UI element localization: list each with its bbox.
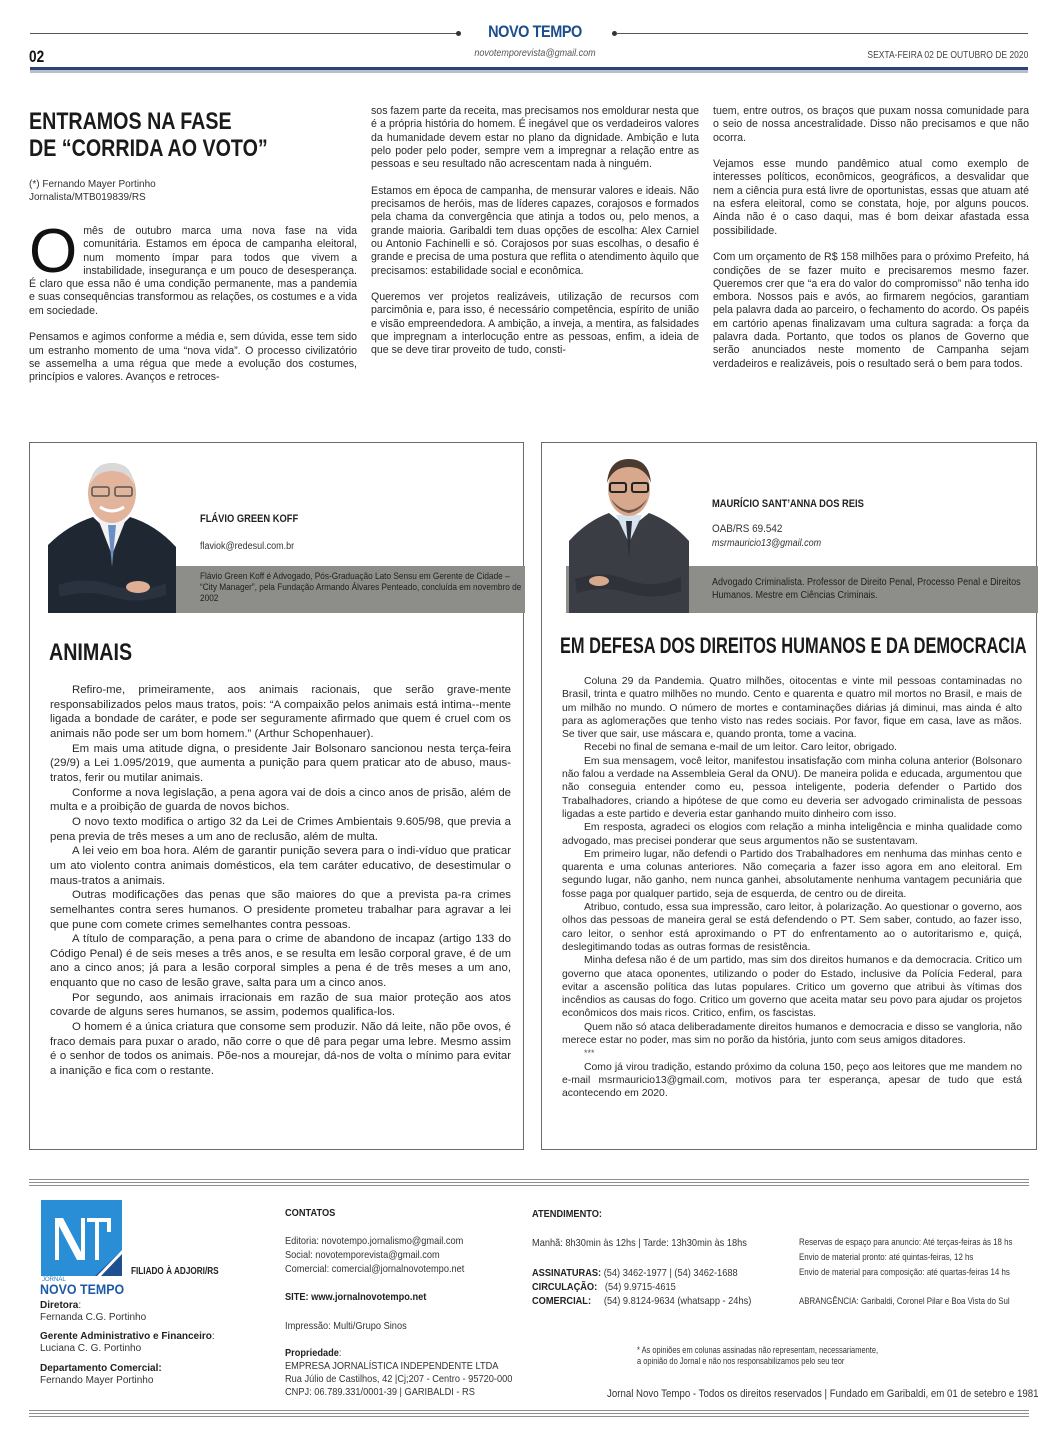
circulacao: CIRCULAÇÃO: (54) 9.9715-4615 — [532, 1281, 676, 1293]
column-body — [50, 683, 511, 1079]
publication-title: NOVO TEMPO — [488, 22, 582, 41]
author-oab: OAB/RS 69.542 — [712, 523, 783, 535]
editorial-paragraph: sos fazem parte da receita, mas precisamos nos emoldurar nesta que é a própria história do homem. É inegável que os verdadeiros valores da humanidade devem estar no plano da dignidade. Ambição e luta pelo poder pelo poder, sempre vem a impregnar a relação entre as pessoas e seu resultado não acrescentam nada à ninguém. — [371, 105, 699, 171]
logo-wordmark: NOVO TEMPO — [40, 1282, 125, 1297]
editorial-paragraph: Queremos ver projetos realizáveis, utilização de recursos com parcimônia e, para isso, é necessário competência, espírito de união e visão empreendedora. A ambição, a inveja, a mentira, as falsidades que impregnam a interlocução entre as pessoas, enfim, a ideia de que se deve tirar proveito de tudo, consti- — [371, 291, 699, 357]
column-paragraph: Minha defesa não é de um partido, mas sim dos direitos humanos e da democracia. Critico um governo que ataca oponentes, utilizando o poder do Estado, inclusive da Polícia Federal, para evitar a ascensão política das lutas populares. Critico um governo que atribui às vítimas dos incêndios as causas do fogo. Critico um governo que aceita matar seu povo para ajudar os projetos econômicos dos mais ricos. Critico, enfim, os fascistas. — [562, 955, 1022, 1020]
issue-date: SEXTA-FEIRA 02 DE OUTUBRO DE 2020 — [867, 50, 1028, 61]
editorial-title-line1: ENTRAMOS NA FASE — [29, 108, 232, 135]
author-email[interactable]: flaviok@redesul.com.br — [200, 541, 295, 552]
footer-rule-top — [29, 1179, 1029, 1180]
author-photo-flavio — [48, 455, 176, 613]
contatos-heading: CONTATOS — [285, 1207, 336, 1219]
column-paragraph: O novo texto modifica o artigo 32 da Lei de Crimes Ambientais 9.605/98, que previa a pena previa de três meses a um ano de reclusão, além de multa. — [50, 815, 511, 843]
empresa: EMPRESA JORNALÍSTICA INDEPENDENTE LTDA — [285, 1360, 499, 1372]
byline-role: Jornalista/MTB019839/RS — [29, 192, 146, 203]
column-paragraph: Recebi no final de semana e-mail de um leitor. Caro leitor, obrigado. — [584, 742, 898, 754]
column-title: EM DEFESA DOS DIREITOS HUMANOS E DA DEMOCRACIA — [560, 633, 1027, 658]
masthead-rule-right — [616, 33, 1028, 34]
editorial-paragraph: Vejamos esse mundo pandêmico atual como exemplo de interesses políticos, econômicos, geográficos, a desvalidar que nem a ciência pura está livre de oportunistas, essas que atuam até na esfera eleitoral, como se constata, hoje, por alguns poucos. Ainda não é o caso daqui, mas é bom deixar afastada essa possibilidade. — [713, 158, 1029, 237]
column-paragraph: Outras modificações das penas que são maiores do que a prevista pa-ra crimes semelhantes contra seres humanos. O presidente prometeu trabalhar para agravar a lei que pune com comete crimes semelhantes contra pessoas. — [50, 889, 511, 931]
staff-manager: Gerente Administrativo e Financeiro: Luciana C. G. Portinho — [40, 1331, 215, 1354]
masthead-dot-left — [456, 31, 461, 36]
column-paragraph: Atribuo, contudo, essa sua impressão, caro leitor, à polarização. Ao questionar o governo, aos olhos das pessoas de maneira geral se está defendendo o PT. Sem saber, contudo, ao fazer isso, caro leitor, o senhor está aproximando o PT do enfrentamento ao o autoritarismo e, quiçá, deslegitimando todas as outras formas de resistência. — [562, 902, 1022, 953]
editorial-title — [29, 108, 275, 162]
prazo-reserva: Reservas de espaço para anuncio: Até terças-feiras às 18 hs — [799, 1237, 1013, 1247]
propriedade: Propriedade: — [285, 1347, 342, 1359]
editorial-column-3 — [713, 105, 1029, 384]
column-paragraph: Em primeiro lugar, não defendi o Partido dos Trabalhadores em nenhuma das minhas cento e quarenta e uma colunas anteriores. Não começaria a fazer isso agora em ano eleitoral. Em segundo lugar, não ganho, nem nunca ganhei, absolutamente nenhuma vantagem pecuniária que fosse paga por qualquer partido, seja de esquerda, de centro ou de direita. — [562, 848, 1022, 900]
author-name: MAURÍCIO SANT’ANNA DOS REIS — [712, 498, 864, 510]
footer-rule-top — [29, 1185, 1029, 1186]
contato-social[interactable]: Social: novotemporevista@gmail.com — [285, 1249, 440, 1261]
author-name: FLÁVIO GREEN KOFF — [200, 513, 299, 525]
footer-rule-bottom — [29, 1416, 1029, 1417]
editorial-paragraph: Omês de outubro marca uma nova fase na vida comunitária. Estamos em época de campanha eleitoral, num momento ímpar para todos que vivem a instabilidade, insegurança e um pouco de desesperança. É claro que essa não é uma condição permanente, mas a pandemia e suas consequências transformou as relações, os costumes e a vida em sociedade. — [29, 217, 357, 317]
prazo-composicao: Envio de material para composição: até quartas-feiras 14 hs — [799, 1267, 1010, 1277]
disclaimer-line2: a opinião do Jornal e não nos responsabilizamos pelo seu teor — [637, 1356, 845, 1366]
column-paragraph: Em mais uma atitude digna, o presidente Jair Bolsonaro sancionou nesta terça-feira (29/9) a Lei 1.095/2019, que aumenta a punição para quem praticar ato de abuso, maus-tratos, ferir ou mutilar animais. — [50, 742, 511, 784]
column-paragraph: Coluna 29 da Pandemia. Quatro milhões, oitocentas e vinte mil pessoas contaminadas no Brasil, trinta e quatro milhões no mundo. Cento e quarenta e quatro mil mortos no Brasil, e mais de um milhão no mundo. O número de mortes e contaminações diárias já diminui, mas ainda é alto para as aglomerações que tenho visto nas redes sociais. Por favor, fique em casa, lave as mãos. Se tiver que sair, use máscara e, quando pronta, tome a vacina. — [562, 676, 1022, 741]
impressao: Impressão: Multi/Grupo Sinos — [285, 1320, 407, 1332]
footer-rule-bottom — [29, 1410, 1029, 1411]
logo-small-label: JORNAL — [42, 1277, 66, 1283]
author-photo-mauricio — [569, 455, 689, 613]
column-paragraph: A título de comparação, a pena para o crime de abandono de incapaz (artigo 133 do Código Penal) é de seis meses a três anos, e se resulta em lesão corporal grave, é de um ano a cinco anos; já para a lesão corporal simples a pena é de três meses a um ano, enquanto que no caso de lesão grave, salta para um a cinco anos. — [50, 933, 511, 990]
disclaimer-line1: * As opiniões em colunas assinadas não representam, necessariamente, — [637, 1345, 879, 1355]
copyright: Jornal Novo Tempo - Todos os direitos reservados | Fundado em Garibaldi, em 01 de setebro e 1981 — [607, 1388, 1039, 1400]
editorial-paragraph: Estamos em época de campanha, de mensurar valores e ideais. Não precisamos de heróis, mas de líderes capazes, corajosos e formados pela chama da convergência que atinja a todos ou, pelo menos, a grande maioria. Garibaldi tem duas opções de escolha: Alex Carniel ou Antonio Fachinelli e só. Corajosos por suas escolhas, o desafio é grande e precisa de uma postura que reflita o atendimento àquilo que precisamos: estabilidade social e econômica. — [371, 184, 699, 277]
column-paragraph: Quem não só ataca deliberadamente direitos humanos e democracia e disso se vangloria, não merece estar no poder, mas sim no porão da história, junto com seus amigos ditadores. — [562, 1021, 1022, 1047]
editorial-paragraph: Pensamos e agimos conforme a média e, sem dúvida, esse tem sido um estranho momento de uma “nova vida”. O processo civilizatório se assemelha a uma régua que mede a evolução dos costumes, princípios e valores. Avanços e retroces- — [29, 331, 357, 384]
endereco: Rua Júlio de Castilhos, 42 |Cj;207 - Centro - 95720-000 — [285, 1373, 513, 1385]
footer-rule-bottom — [29, 1413, 1029, 1414]
newspaper-logo — [41, 1200, 122, 1276]
column-paragraph: A lei veio em boa hora. Além de garantir punição severa para o indi-víduo que praticar um ato violento contra animais domésticos, ela tem caráter educativo, de desestimular o maus-tratos a animais. — [50, 845, 511, 887]
author-email[interactable]: msrmauricio13@gmail.com — [712, 538, 822, 549]
editorial-title-line2: DE “CORRIDA AO VOTO” — [29, 135, 268, 162]
editorial-paragraph: tuem, entre outros, os braços que puxam nossa comunidade para o seio de nossa ancestralidade. Disso não precisamos e que não ocorra. — [713, 105, 1029, 144]
site-link[interactable]: SITE: www.jornalnovotempo.net — [285, 1291, 427, 1303]
horario: Manhã: 8h30min às 12hs | Tarde: 13h30min às 18hs — [532, 1237, 747, 1249]
staff-director: Diretora: Fernanda C.G. Portinho — [40, 1300, 147, 1323]
dropcap: O — [29, 217, 78, 286]
column-paragraph: Por segundo, aos animais irracionais em razão de sua maior proteção aos atos covarde de alguns seres humanos, se assim, podemos qualifica-los. — [50, 991, 511, 1019]
abrangencia: ABRANGÊNCIA: Garibaldi, Coronel Pilar e Boa Vista do Sul — [799, 1296, 1010, 1306]
byline-author: (*) Fernando Mayer Portinho — [29, 179, 156, 190]
editorial-column-1 — [29, 217, 357, 398]
editorial-column-2 — [371, 105, 699, 371]
page-number: 02 — [29, 47, 45, 66]
staff-commercial: Departamento Comercial: Fernando Mayer Portinho — [40, 1363, 162, 1386]
affiliation: FILIADO À ADJORI/RS — [131, 1266, 219, 1277]
header-rule-grey — [30, 70, 1028, 73]
column-paragraph: O homem é a única criatura que consome sem produzir. Não dá leite, não põe ovos, é fraco demais para puxar o arado, não corre o que dê para pegar uma lebre. Mesmo assim é o senhor de todos os animais. Põe-nos a mourejar, dá-nos de volta o mínimo para evitar a inanição e fica com o restante. — [50, 1021, 511, 1078]
column-paragraph: Como já virou tradição, estando próximo da coluna 150, peço aos leitores que me mandem no e-mail msrmauricio13@gmail.com, motivos para ter esperança, apesar de tudo que está acontecendo em 2020. — [562, 1061, 1022, 1100]
cnpj: CNPJ: 06.789.331/0001-39 | GARIBALDI - RS — [285, 1386, 475, 1398]
prazo-material-pronto: Envio de material pronto: até quintas-feiras, 12 hs — [799, 1252, 974, 1262]
editorial-paragraph: Com um orçamento de R$ 158 milhões para o próximo Prefeito, há condições de se fazer muito e precisaremos mesmo fazer. Queremos crer que “a era do valor do compromisso” não tenha ido embora. Nossos pais e avós, ao firmarem negócios, garantiam pela palavra dada ao parceiro, o fechamento do acordo. Os papéis em cartório apenas finalizavam uma cultura sagrada: a força da palavra dada. Portanto, que todos os planos de Governo que serão anunciados neste momento de Campanha sejam verdadeiros e realizáveis, pois o resultado será o bem para todos. — [713, 251, 1029, 370]
column-direitos-humanos — [541, 442, 1037, 1150]
author-bio: Advogado Criminalista. Professor de Direito Penal, Processo Penal e Direitos Humanos. Mestre em Ciências Criminais. — [712, 577, 1021, 601]
contato-comercial[interactable]: Comercial: comercial@jornalnovotempo.net — [285, 1263, 465, 1275]
atendimento-heading: ATENDIMENTO: — [532, 1208, 602, 1220]
editorial-byline — [29, 178, 156, 204]
contato-editoria[interactable]: Editoria: novotempo.jornalismo@gmail.com — [285, 1235, 464, 1247]
column-animais — [29, 442, 524, 1150]
column-paragraph: Refiro-me, primeiramente, aos animais racionais, que serão grave-mente responsabilizados pelos maus tratos, pois: “A compaixão pelos animais está intima--mente ligada a bondade de caráter, e pode ser seguramente afirmado que quem é cruel com os animais não pode ser um bom homem.” (Arthur Schopenhauer). — [50, 684, 511, 740]
masthead-email[interactable]: novotemporevista@gmail.com — [474, 48, 596, 59]
masthead-rule-left — [30, 33, 457, 34]
column-body — [562, 675, 1022, 1101]
section-separator: *** — [584, 1048, 595, 1059]
column-title: ANIMAIS — [49, 639, 133, 666]
assinaturas: ASSINATURAS: (54) 3462-1977 | (54) 3462-1688 — [532, 1267, 738, 1279]
footer-rule-top — [29, 1182, 1029, 1183]
comercial: COMERCIAL: (54) 9.8124-9634 (whatsapp - 24hs) — [532, 1295, 752, 1307]
column-paragraph: Em resposta, agradeci os elogios com relação a minha inteligência e minha qualidade como advogado, mas precisei ponderar que seus argumentos não se sustentavam. — [562, 822, 1022, 847]
column-paragraph: Conforme a nova legislação, a pena agora vai de dois a cinco anos de prisão, além de multa e a proibição de guarda de novos bichos. — [50, 786, 511, 814]
author-bio: Flávio Green Koff é Advogado, Pós-Graduação Lato Sensu em Gerente de Cidade – “City Manager”, pela Fundação Armando Álvares Penteado, concluída em novembro de 2002 — [200, 571, 522, 603]
column-paragraph: Em sua mensagem, você leitor, manifestou insatisfação com minha coluna anterior (Bolsonaro não falou a verdade na Assembleia Geral da ONU). De maneira polida e educada, argumentou que não conseguia entender como eu, pessoa inteligente, poderia defender o Partido dos Trabalhadores, criando a hipótese de que como eu deveria ser advogado criminalista de pessoas ligadas a este partido e deveria estar ganhando muito dinheiro com isso. — [562, 755, 1022, 820]
